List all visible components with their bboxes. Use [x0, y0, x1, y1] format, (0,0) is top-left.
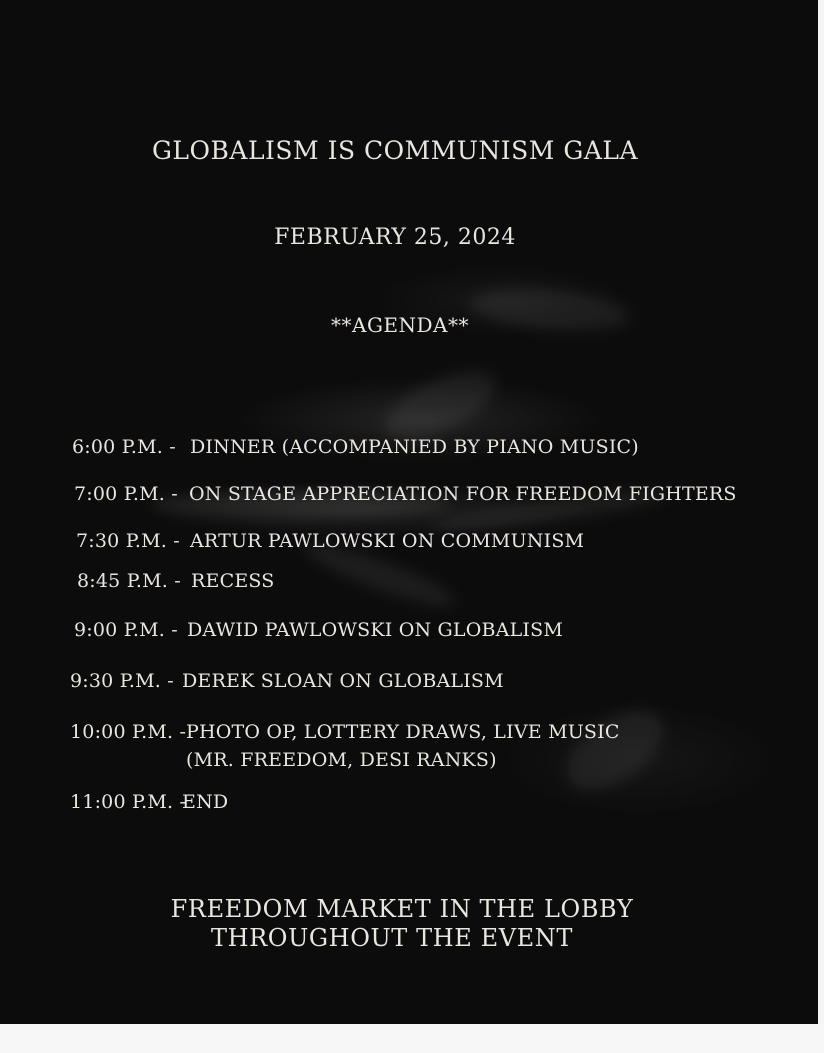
agenda-event: DAWID PAWLOWSKI ON GLOBALISM: [187, 619, 563, 641]
agenda-event-detail: (MR. FREEDOM, DESI RANKS): [186, 749, 497, 771]
agenda-item: [0, 721, 810, 777]
agenda-time: 6:00 P.M. -: [72, 436, 176, 458]
footer-note-line-1: FREEDOM MARKET IN THE LOBBY: [170, 895, 634, 923]
agenda-time: 9:00 P.M. -: [74, 619, 178, 641]
agenda-event: ARTUR PAWLOWSKI ON COMMUNISM: [190, 530, 585, 552]
event-date: FEBRUARY 25, 2024: [274, 225, 516, 250]
agenda-time: 11:00 P.M. -: [70, 791, 187, 813]
footer-note-line-2: THROUGHOUT THE EVENT: [210, 924, 573, 952]
agenda-time: 9:30 P.M. -: [70, 670, 174, 692]
agenda-event: DEREK SLOAN ON GLOBALISM: [182, 670, 504, 692]
agenda-item: [0, 791, 810, 817]
agenda-time: 7:00 P.M. -: [74, 483, 178, 505]
agenda-time: 8:45 P.M. -: [77, 570, 181, 592]
agenda-heading: **AGENDA**: [331, 313, 469, 337]
agenda-item: [0, 483, 810, 509]
agenda-item: [0, 530, 810, 556]
agenda-event: DINNER (ACCOMPANIED BY PIANO MUSIC): [190, 436, 639, 458]
agenda-item: [0, 570, 810, 596]
agenda-event: END: [182, 791, 229, 813]
agenda-event: ON STAGE APPRECIATION FOR FREEDOM FIGHTERS: [189, 483, 737, 505]
agenda-event: RECESS: [191, 570, 275, 592]
event-title: GLOBALISM IS COMMUNISM GALA: [151, 136, 639, 165]
agenda-item: [0, 670, 810, 696]
agenda-time: 10:00 P.M. -: [70, 721, 187, 743]
scan-border-bottom: [0, 1024, 824, 1053]
agenda-time: 7:30 P.M. -: [76, 530, 180, 552]
agenda-item: [0, 436, 810, 462]
scan-border-right: [818, 0, 824, 1053]
agenda-event: PHOTO OP, LOTTERY DRAWS, LIVE MUSIC: [186, 721, 620, 743]
agenda-item: [0, 619, 810, 645]
